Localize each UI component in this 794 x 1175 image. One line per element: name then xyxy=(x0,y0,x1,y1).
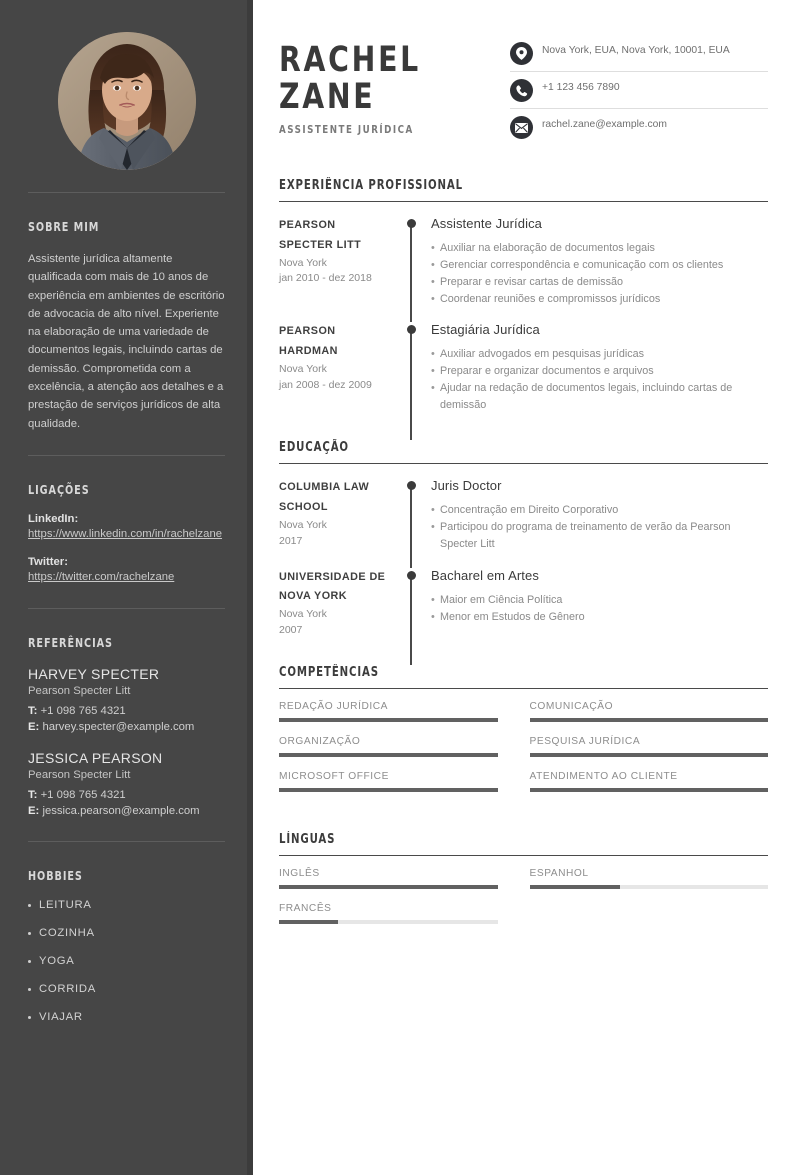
bullet-item: • Menor em Estudos de Gênero xyxy=(431,609,768,626)
education-entry xyxy=(279,464,768,553)
timeline-line xyxy=(410,329,411,440)
experience-bullets xyxy=(431,240,768,308)
bullet-item: • Maior em Ciência Política xyxy=(431,592,768,609)
timeline-marker xyxy=(403,478,419,553)
link-url-twitter[interactable]: https://twitter.com/rachelzane xyxy=(28,570,175,583)
education-heading xyxy=(279,440,768,464)
sidebar-divider xyxy=(28,455,225,456)
language-bar-fill xyxy=(279,885,498,889)
reference-company: Pearson Specter Litt xyxy=(28,684,131,697)
reference-email-label: E: xyxy=(28,721,40,734)
first-name: RACHEL xyxy=(279,40,421,80)
education-entry-meta xyxy=(279,478,403,553)
education-dates: 2007 xyxy=(279,623,303,636)
reference-email-value: jessica.pearson@example.com xyxy=(42,804,200,817)
reference-name: JESSICA PEARSON xyxy=(28,749,163,766)
hobby-label: COZINHA xyxy=(39,927,95,940)
experience-role: Assistente Jurídica xyxy=(431,216,543,231)
language-bar-track xyxy=(530,885,769,889)
experience-entry-meta xyxy=(279,322,403,414)
hobbies-title: HOBBIES xyxy=(28,868,83,884)
experience-entry-body xyxy=(419,216,768,308)
hobby-item xyxy=(28,983,225,995)
languages-section xyxy=(279,832,768,938)
contact-email xyxy=(510,116,768,145)
avatar xyxy=(58,32,196,170)
skill-bar-track xyxy=(530,753,769,757)
education-entry-body xyxy=(419,478,768,553)
experience-entry-meta xyxy=(279,216,403,308)
experience-dates: jan 2008 - dez 2009 xyxy=(279,378,372,391)
header xyxy=(279,36,768,152)
language-label: ESPANHOL xyxy=(529,867,589,879)
reference-phone xyxy=(28,703,225,719)
bullet-item: • Coordenar reuniões e compromissos jurídicos xyxy=(431,291,768,308)
timeline-marker xyxy=(403,322,419,414)
skill-bar-fill xyxy=(530,718,769,722)
timeline-marker xyxy=(403,568,419,639)
timeline-marker xyxy=(403,216,419,308)
reference-email xyxy=(28,719,225,735)
envelope-icon xyxy=(510,116,533,139)
skill-bar-fill xyxy=(530,753,769,757)
education-location: Nova York xyxy=(279,519,327,532)
language-bar-track xyxy=(279,885,498,889)
language-item xyxy=(524,868,769,889)
timeline-line xyxy=(410,485,411,567)
link-label-twitter: Twitter: xyxy=(28,555,68,568)
experience-heading xyxy=(279,178,768,202)
timeline-line xyxy=(410,223,411,322)
hobby-label: VIAJAR xyxy=(39,1011,83,1024)
contact-email-text: rachel.zane@example.com xyxy=(542,119,667,130)
bullet-dot-icon xyxy=(28,1016,31,1019)
reference-phone-value: +1 098 765 4321 xyxy=(40,788,126,801)
reference-company: Pearson Specter Litt xyxy=(28,768,131,781)
skill-item xyxy=(279,736,524,757)
skill-bar-track xyxy=(279,753,498,757)
experience-bullets xyxy=(431,346,768,414)
skill-bar-fill xyxy=(279,753,498,757)
experience-org: PEARSON SPECTER LITT xyxy=(279,219,362,251)
language-item xyxy=(279,903,524,924)
reference-email-value: harvey.specter@example.com xyxy=(42,721,195,734)
education-bullets xyxy=(431,592,768,626)
skills-grid xyxy=(279,689,768,806)
bullet-item: • Participou do programa de treinamento de verão da Pearson Specter Litt xyxy=(431,519,768,553)
avatar-container xyxy=(28,0,225,170)
reference-email xyxy=(28,803,225,819)
experience-section xyxy=(279,178,768,414)
language-bar-track xyxy=(279,920,498,924)
skill-bar-fill xyxy=(279,788,498,792)
experience-heading-text: EXPERIÊNCIA PROFISSIONAL xyxy=(279,178,463,193)
bullet-dot-icon xyxy=(28,904,31,907)
link-item xyxy=(28,556,225,586)
experience-entry xyxy=(279,202,768,308)
education-location: Nova York xyxy=(279,608,327,621)
education-entry xyxy=(279,554,768,639)
reference-item xyxy=(28,666,225,736)
sidebar xyxy=(0,0,253,1175)
reference-phone-value: +1 098 765 4321 xyxy=(40,704,126,717)
language-bar-fill xyxy=(279,920,338,924)
skill-bar-track xyxy=(279,788,498,792)
timeline-dot-icon xyxy=(407,571,416,580)
skill-item xyxy=(524,736,769,757)
sidebar-divider xyxy=(28,192,225,193)
skill-label: ATENDIMENTO AO CLIENTE xyxy=(529,770,678,782)
timeline-dot-icon xyxy=(407,325,416,334)
about-text: Assistente jurídica altamente qualificada com mais de 10 anos de experiência em ambientes de escritório de advocacia de alto nível. Experiente na elaboração de uma variedade de documentos legais, incluindo cartas de demissão. Comprometida com a excelência, a atenção aos detalhes e a prestação de serviços jurídicos de alta qualidade. xyxy=(28,253,225,430)
reference-phone-label: T: xyxy=(28,704,38,717)
education-dates: 2017 xyxy=(279,534,303,547)
languages-heading-text: LÍNGUAS xyxy=(279,831,336,847)
skill-item xyxy=(279,701,524,722)
experience-role: Estagiária Jurídica xyxy=(431,322,540,338)
link-url-linkedin[interactable]: https://www.linkedin.com/in/rachelzane xyxy=(28,527,223,540)
bullet-item: • Auxiliar advogados em pesquisas jurídicas xyxy=(431,346,768,363)
experience-location: Nova York xyxy=(279,363,327,376)
language-bar-fill xyxy=(530,885,621,889)
bullet-item: • Preparar e revisar cartas de demissão xyxy=(431,274,768,291)
skill-bar-track xyxy=(279,718,498,722)
references-section xyxy=(28,635,225,820)
skills-heading-text: COMPETÊNCIAS xyxy=(279,664,379,680)
skills-section xyxy=(279,665,768,806)
link-item xyxy=(28,513,225,543)
links-section xyxy=(28,482,225,586)
skill-item xyxy=(524,771,769,792)
education-entry-body xyxy=(419,568,768,639)
bullet-item: • Preparar e organizar documentos e arquivos xyxy=(431,363,768,380)
contact-phone-text: +1 123 456 7890 xyxy=(542,82,620,93)
skill-label: COMUNICAÇÃO xyxy=(529,700,614,712)
experience-dates: jan 2010 - dez 2018 xyxy=(279,272,372,285)
timeline-dot-icon xyxy=(407,219,416,228)
hobby-item xyxy=(28,899,225,911)
language-label: FRANCÊS xyxy=(279,902,332,914)
skills-heading xyxy=(279,665,768,689)
about-title: SOBRE MIM xyxy=(28,219,100,234)
experience-entry xyxy=(279,308,768,414)
skill-item xyxy=(524,701,769,722)
name-block xyxy=(279,36,437,136)
languages-grid xyxy=(279,856,768,938)
skill-bar-fill xyxy=(279,718,498,722)
references-title: REFERÊNCIAS xyxy=(28,634,113,650)
skill-item xyxy=(279,771,524,792)
language-item xyxy=(279,868,524,889)
hobby-item xyxy=(28,1011,225,1023)
education-entry-meta xyxy=(279,568,403,639)
bullet-item: • Gerenciar correspondência e comunicação com os clientes xyxy=(431,257,768,274)
skill-label: PESQUISA JURÍDICA xyxy=(529,735,641,747)
sidebar-divider xyxy=(28,608,225,609)
link-label-linkedin: LinkedIn: xyxy=(28,512,79,525)
experience-org: PEARSON HARDMAN xyxy=(279,325,338,358)
education-section xyxy=(279,440,768,638)
hobby-label: CORRIDA xyxy=(39,983,96,996)
reference-name: HARVEY SPECTER xyxy=(28,665,160,682)
experience-location: Nova York xyxy=(279,256,327,269)
bullet-dot-icon xyxy=(28,932,31,935)
reference-email-label: E: xyxy=(28,804,40,817)
reference-phone xyxy=(28,787,225,803)
contact-address-text: Nova York, EUA, Nova York, 10001, EUA xyxy=(542,45,730,56)
skill-label: ORGANIZAÇÃO xyxy=(279,735,361,747)
hobbies-section xyxy=(28,868,225,1023)
education-org: UNIVERSIDADE DE NOVA YORK xyxy=(279,570,386,603)
skill-label: MICROSOFT OFFICE xyxy=(279,770,389,782)
bullet-item: • Auxiliar na elaboração de documentos legais xyxy=(431,240,768,257)
location-pin-icon xyxy=(510,42,533,65)
language-label: INGLÊS xyxy=(279,867,320,879)
bullet-dot-icon xyxy=(28,960,31,963)
experience-entry-body xyxy=(419,322,768,414)
last-name: ZANE xyxy=(279,77,376,118)
contact-address xyxy=(510,42,768,72)
hobby-label: LEITURA xyxy=(39,899,92,912)
contact-list xyxy=(510,36,768,152)
education-degree: Juris Doctor xyxy=(431,478,502,494)
contact-phone xyxy=(510,79,768,109)
avatar-photo-icon xyxy=(58,32,196,170)
education-heading-text: EDUCAÇÃO xyxy=(279,440,349,456)
education-bullets xyxy=(431,502,768,553)
skill-bar-track xyxy=(530,718,769,722)
about-section xyxy=(28,219,225,433)
hobby-label: YOGA xyxy=(39,955,75,968)
reference-item xyxy=(28,750,225,820)
reference-phone-label: T: xyxy=(28,788,38,801)
timeline-dot-icon xyxy=(407,481,416,490)
education-org: COLUMBIA LAW SCHOOL xyxy=(279,481,370,514)
education-degree: Bacharel em Artes xyxy=(431,567,539,583)
timeline-line xyxy=(410,575,411,665)
job-title: ASSISTENTE JURÍDICA xyxy=(279,123,414,137)
phone-icon xyxy=(510,79,533,102)
hobby-item xyxy=(28,927,225,939)
hobby-item xyxy=(28,955,225,967)
skill-label: REDAÇÃO JURÍDICA xyxy=(279,700,388,712)
bullet-item: • Ajudar na redação de documentos legais, incluindo cartas de demissão xyxy=(431,380,768,414)
bullet-dot-icon xyxy=(28,988,31,991)
bullet-item: • Concentração em Direito Corporativo xyxy=(431,502,768,519)
languages-heading xyxy=(279,832,768,856)
main-content xyxy=(253,0,794,1175)
skill-bar-fill xyxy=(530,788,769,792)
skill-bar-track xyxy=(530,788,769,792)
sidebar-divider xyxy=(28,841,225,842)
links-title: LIGAÇÕES xyxy=(28,481,90,497)
